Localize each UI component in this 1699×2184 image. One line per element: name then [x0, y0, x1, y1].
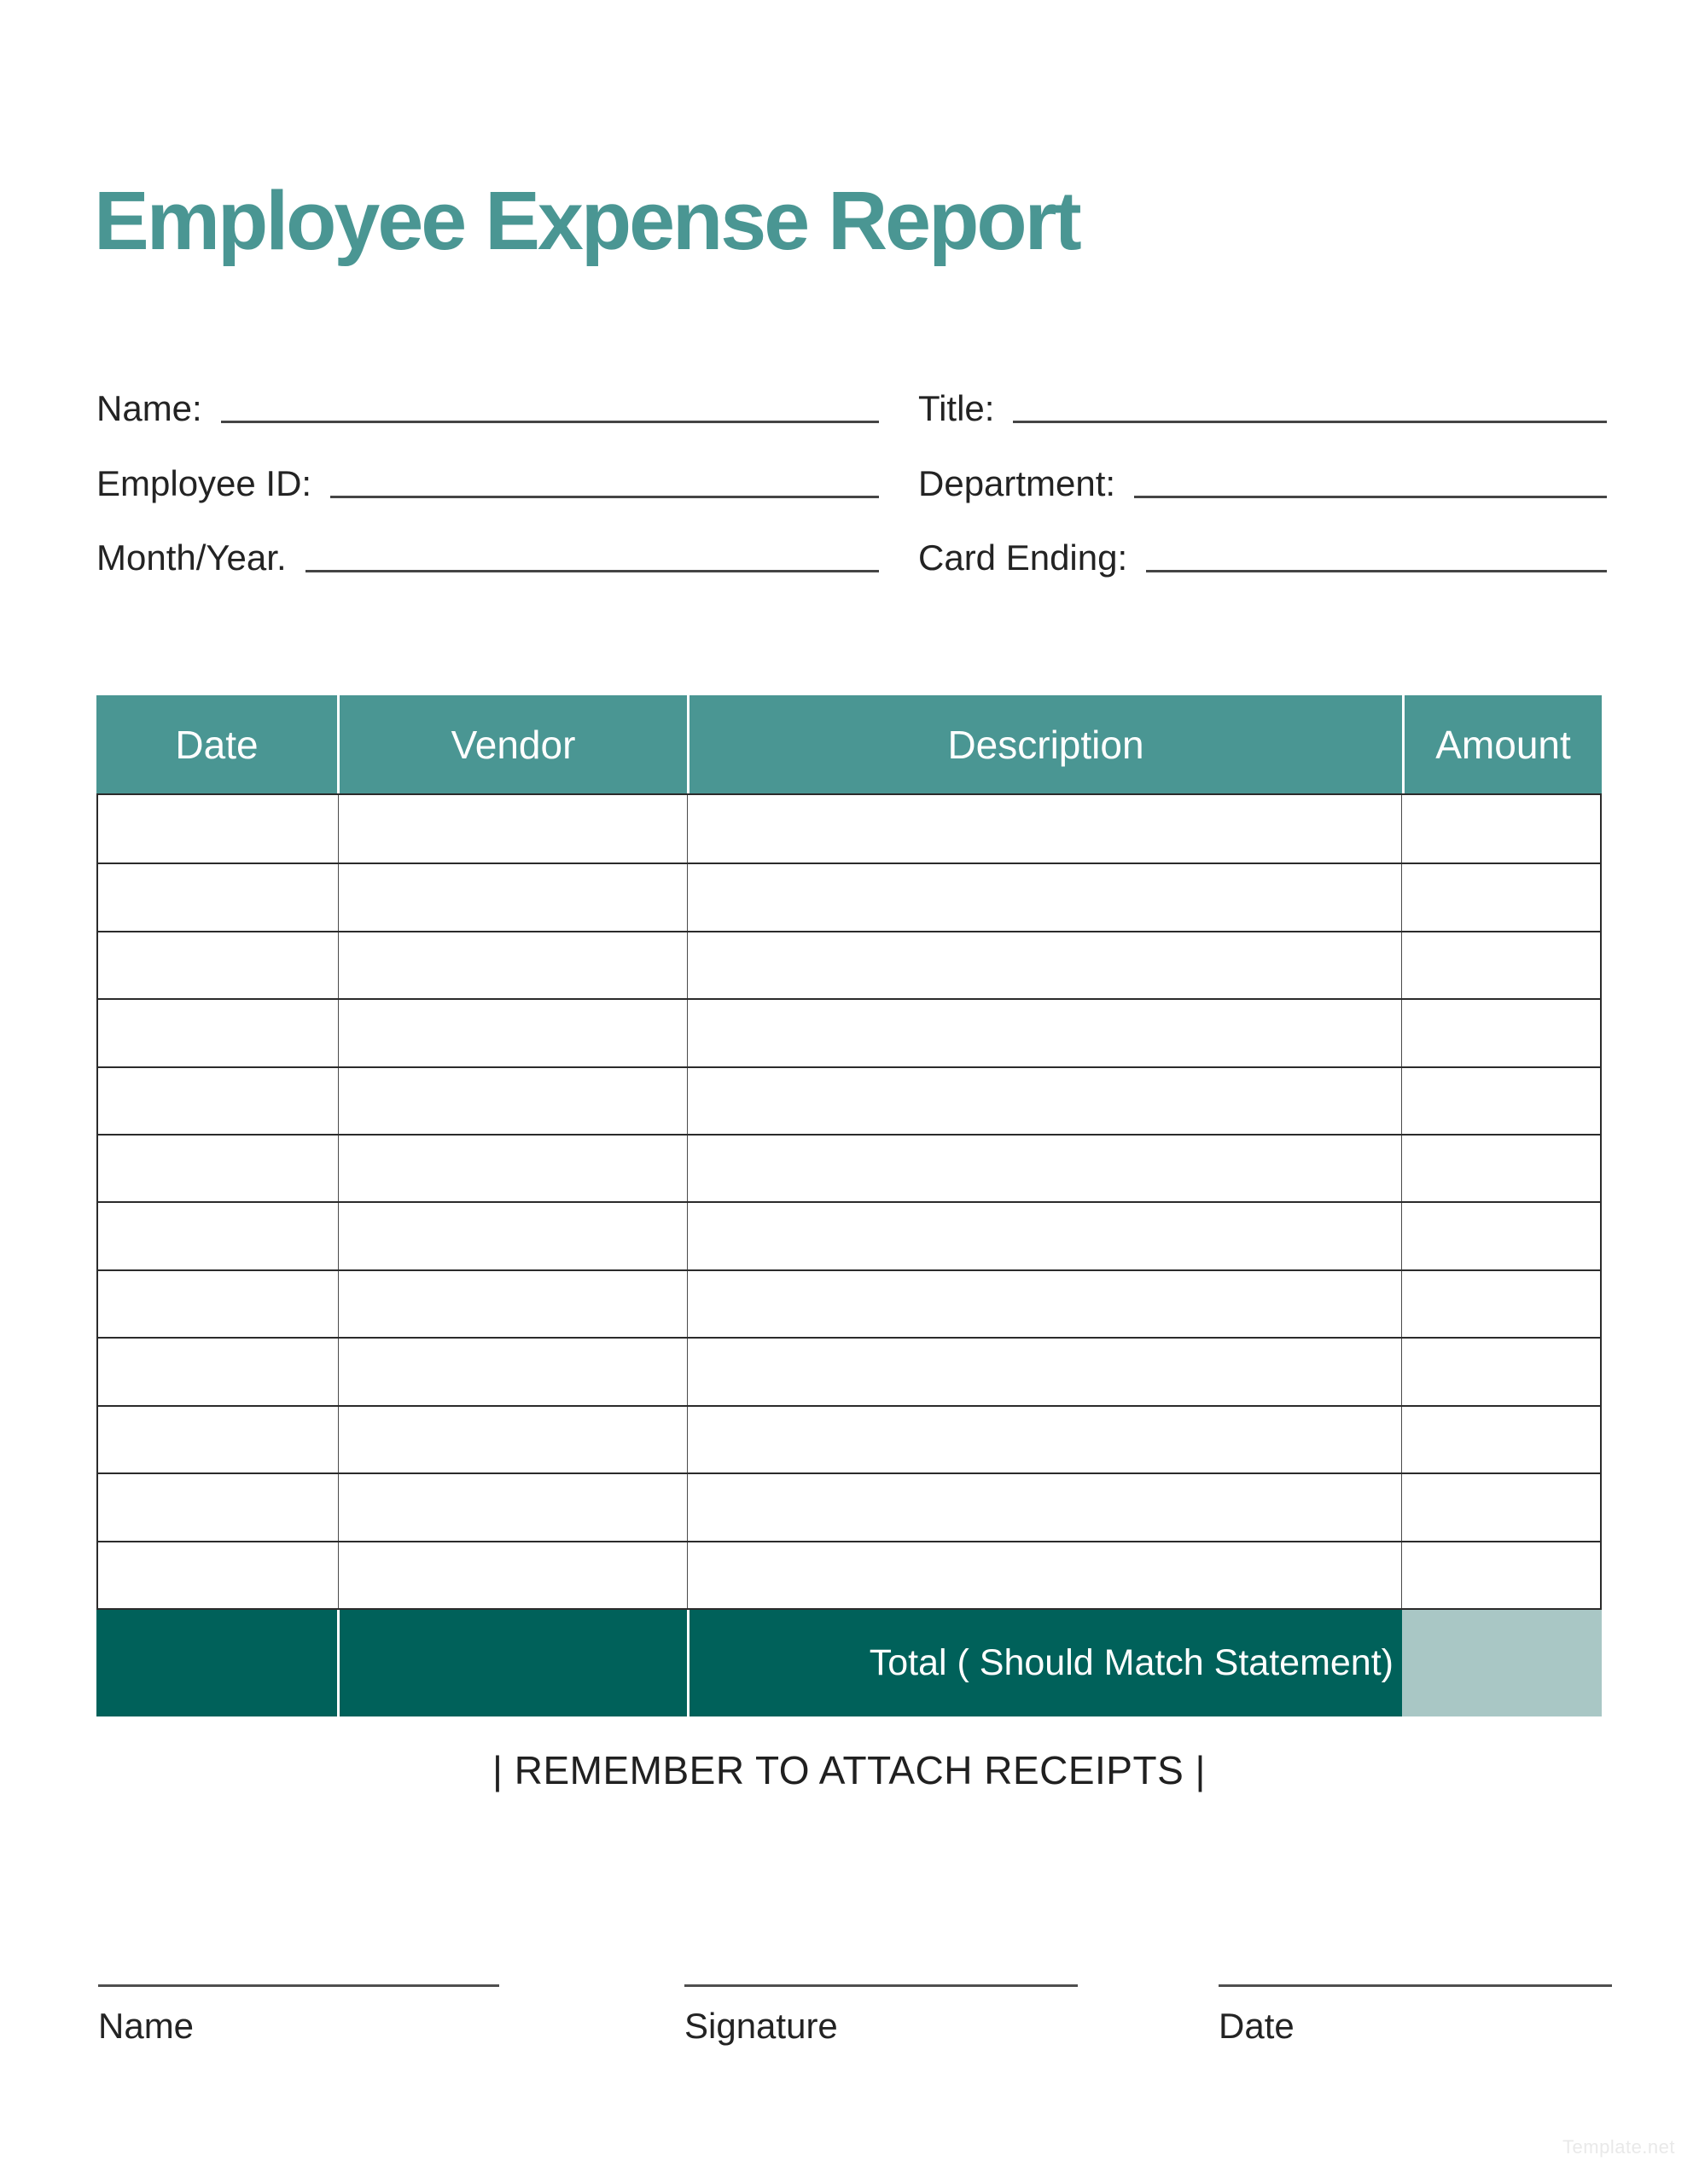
month-year-label: Month/Year.: [96, 537, 287, 578]
signature-signature-line[interactable]: [684, 1984, 1078, 1987]
table-cell-amount[interactable]: [1401, 932, 1600, 998]
table-cell-amount[interactable]: [1401, 1542, 1600, 1608]
table-cell-date[interactable]: [98, 1474, 338, 1540]
signature-block-date: [1219, 1984, 1612, 2047]
title-label: Title:: [918, 388, 995, 428]
title-fill-line[interactable]: [1013, 421, 1607, 423]
table-cell-description[interactable]: [687, 864, 1400, 930]
table-cell-date[interactable]: [98, 1068, 338, 1134]
table-row: [98, 1405, 1600, 1472]
table-row: [98, 1066, 1600, 1134]
table-cell-vendor[interactable]: [338, 864, 687, 930]
table-cell-description[interactable]: [687, 1474, 1400, 1540]
table-cell-date[interactable]: [98, 1339, 338, 1404]
table-row: [98, 795, 1600, 863]
signature-signature-label: Signature: [684, 2006, 838, 2046]
table-cell-description[interactable]: [687, 1407, 1400, 1472]
table-cell-vendor[interactable]: [338, 1339, 687, 1404]
table-row: [98, 863, 1600, 930]
table-cell-description[interactable]: [687, 1271, 1400, 1337]
field-month-year: [96, 535, 879, 581]
field-department: [918, 461, 1607, 507]
header-cell-date: Date: [175, 722, 259, 767]
employee-id-label: Employee ID:: [96, 463, 312, 503]
table-cell-date[interactable]: [98, 795, 338, 863]
table-cell-description[interactable]: [687, 1136, 1400, 1201]
table-cell-description[interactable]: [687, 795, 1400, 863]
table-row: [98, 1541, 1600, 1608]
date-signature-line[interactable]: [1219, 1984, 1612, 1987]
department-label: Department:: [918, 463, 1116, 503]
total-label: Total ( Should Match Statement): [687, 1610, 1402, 1716]
table-cell-vendor[interactable]: [338, 1203, 687, 1269]
table-cell-vendor[interactable]: [338, 1136, 687, 1201]
expense-table-header: [96, 695, 1602, 793]
page-title: Employee Expense Report: [94, 174, 1079, 267]
total-row: [96, 1610, 1602, 1716]
table-cell-date[interactable]: [98, 1203, 338, 1269]
table-cell-description[interactable]: [687, 1000, 1400, 1066]
table-cell-date[interactable]: [98, 932, 338, 998]
table-cell-date[interactable]: [98, 864, 338, 930]
table-cell-date[interactable]: [98, 1542, 338, 1608]
expense-table: [96, 695, 1602, 1716]
table-cell-amount[interactable]: [1401, 1271, 1600, 1337]
table-cell-description[interactable]: [687, 1068, 1400, 1134]
header-cell-amount: Amount: [1402, 695, 1602, 793]
table-cell-amount[interactable]: [1401, 1136, 1600, 1201]
field-employee-id: [96, 461, 879, 507]
table-row: [98, 1472, 1600, 1540]
card-ending-fill-line[interactable]: [1146, 570, 1607, 572]
table-row: [98, 1134, 1600, 1201]
name-fill-line[interactable]: [221, 421, 879, 423]
signature-block-name: [98, 1984, 499, 2047]
table-cell-description[interactable]: [687, 1203, 1400, 1269]
name-signature-label: Name: [98, 2006, 195, 2046]
field-title: [918, 386, 1607, 432]
table-cell-vendor[interactable]: [338, 1271, 687, 1337]
watermark: Template.net: [1562, 2136, 1675, 2158]
table-cell-vendor[interactable]: [338, 795, 687, 863]
table-cell-amount[interactable]: [1401, 1339, 1600, 1404]
table-cell-description[interactable]: [687, 1542, 1400, 1608]
table-cell-description[interactable]: [687, 932, 1400, 998]
table-cell-amount[interactable]: [1401, 1000, 1600, 1066]
name-signature-line[interactable]: [98, 1984, 499, 1987]
name-label: Name:: [96, 388, 202, 428]
field-name: [96, 386, 879, 432]
table-cell-amount[interactable]: [1401, 1068, 1600, 1134]
table-cell-amount[interactable]: [1401, 795, 1600, 863]
table-row: [98, 1201, 1600, 1269]
date-signature-label: Date: [1219, 2006, 1295, 2046]
expense-table-body: [96, 793, 1602, 1610]
table-cell-amount[interactable]: [1401, 1474, 1600, 1540]
table-cell-date[interactable]: [98, 1271, 338, 1337]
employee-id-fill-line[interactable]: [330, 496, 879, 498]
card-ending-label: Card Ending:: [918, 537, 1128, 578]
table-row: [98, 1337, 1600, 1404]
table-cell-vendor[interactable]: [338, 1407, 687, 1472]
table-cell-date[interactable]: [98, 1407, 338, 1472]
table-cell-amount[interactable]: [1401, 1203, 1600, 1269]
receipts-notice: | REMEMBER TO ATTACH RECEIPTS |: [492, 1748, 1206, 1792]
table-row: [98, 998, 1600, 1066]
table-row: [98, 931, 1600, 998]
field-card-ending: [918, 535, 1607, 581]
table-cell-vendor[interactable]: [338, 1000, 687, 1066]
table-cell-vendor[interactable]: [338, 1068, 687, 1134]
table-cell-amount[interactable]: [1401, 864, 1600, 930]
department-fill-line[interactable]: [1134, 496, 1607, 498]
table-cell-vendor[interactable]: [338, 1474, 687, 1540]
header-cell-description: Description: [687, 695, 1402, 793]
total-row-vendor-cell: [337, 1610, 687, 1716]
table-cell-vendor[interactable]: [338, 932, 687, 998]
table-cell-amount[interactable]: [1401, 1407, 1600, 1472]
table-cell-description[interactable]: [687, 1339, 1400, 1404]
header-cell-vendor: Vendor: [337, 695, 687, 793]
table-cell-date[interactable]: [98, 1000, 338, 1066]
table-cell-vendor[interactable]: [338, 1542, 687, 1608]
month-year-fill-line[interactable]: [305, 570, 879, 572]
signature-block-signature: [684, 1984, 1078, 2047]
total-row-date-cell: [96, 1610, 337, 1716]
table-row: [98, 1269, 1600, 1337]
table-cell-date[interactable]: [98, 1136, 338, 1201]
total-amount-cell[interactable]: [1402, 1610, 1602, 1716]
